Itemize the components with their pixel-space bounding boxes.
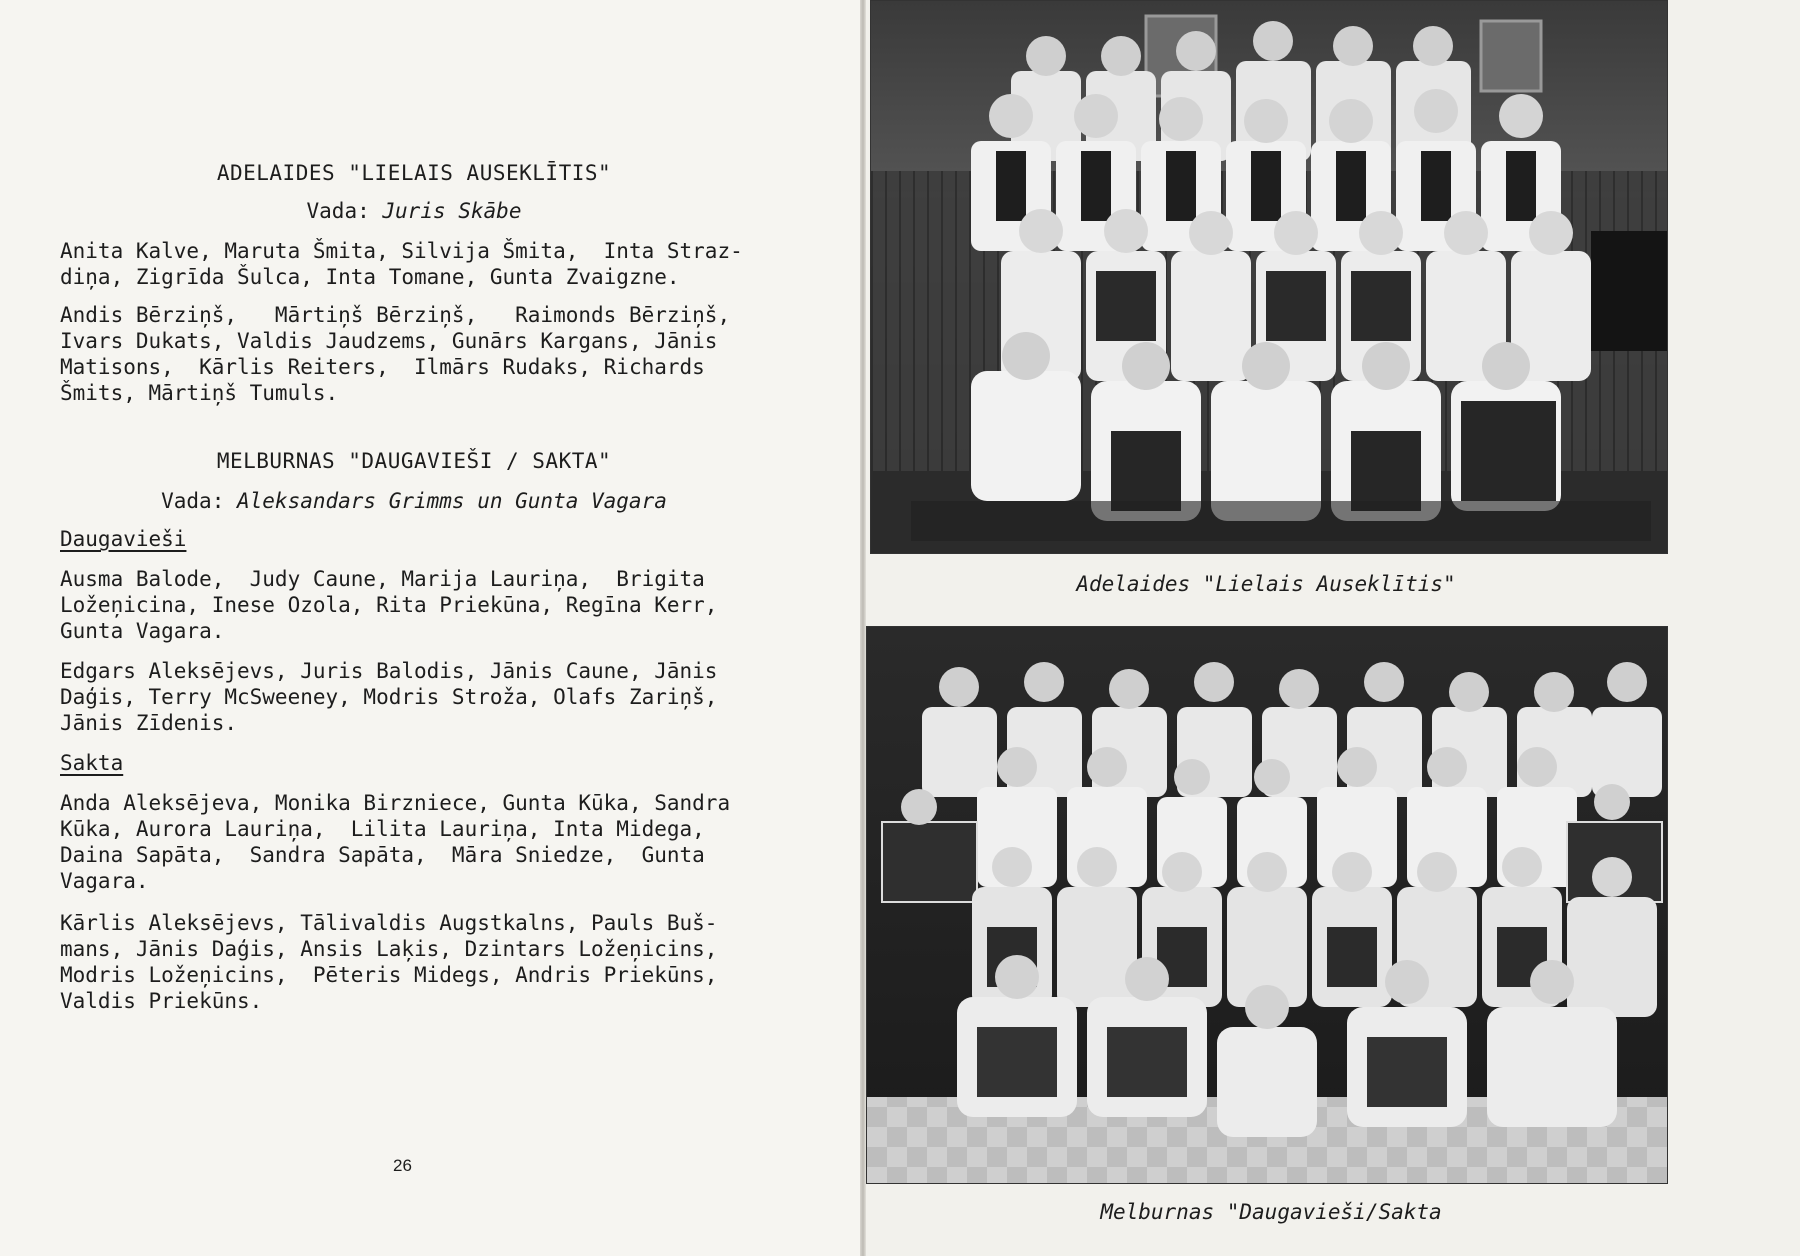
left-page [0, 0, 862, 1256]
name-line: diņa, Zigrīda Šulca, Inta Tomane, Gunta Zvaigzne. [60, 265, 680, 289]
name-line: Valdis Priekūns. [60, 989, 263, 1013]
name-line: Matisons, Kārlis Reiters, Ilmārs Rudaks, Richards [60, 355, 705, 379]
vada-name: Aleksandars Grimms un Gunta Vagara [237, 489, 667, 513]
name-line: Andis Bērziņš, Mārtiņš Bērziņš, Raimonds Bērziņš, [60, 303, 731, 327]
group-heading-sakta: Sakta [60, 751, 124, 775]
name-line: Kārlis Aleksējevs, Tālivaldis Augstkalns, Pauls Buš- [60, 911, 718, 935]
name-line: Jānis Zīdenis. [60, 711, 238, 735]
vada-label: Vada: [161, 489, 225, 513]
name-line: Šmits, Mārtiņš Tumuls. [60, 381, 339, 405]
right-page [866, 0, 1800, 1256]
daugaviesi-women-list [60, 566, 768, 644]
vada-name: Juris Skābe [382, 199, 522, 223]
group-photo-melbourne [866, 626, 1668, 1184]
sakta-women-list [60, 790, 768, 894]
name-line: Daina Sapāta, Sandra Sapāta, Māra Sniedze, Gunta [60, 843, 705, 867]
section1-men-list [60, 302, 768, 406]
name-line: Modris Ložeņicins, Pēteris Midegs, Andris Priekūns, [60, 963, 718, 987]
name-line: Ausma Balode, Judy Caune, Marija Lauriņa, Brigita [60, 567, 705, 591]
section2-leader [60, 488, 768, 514]
group-heading-daugaviesi: Daugavieši [60, 527, 187, 551]
name-line: Kūka, Aurora Lauriņa, Lilita Lauriņa, Inta Midega, [60, 817, 705, 841]
name-line: Gunta Vagara. [60, 619, 225, 643]
section1-women-list [60, 238, 768, 290]
photo-adelaide-image [871, 1, 1667, 553]
name-line: Ivars Dukats, Valdis Jaudzems, Gunārs Kargans, Jānis [60, 329, 718, 353]
photo-melbourne-image [867, 627, 1667, 1183]
name-line: Vagara. [60, 869, 149, 893]
name-line: Ložeņicina, Inese Ozola, Rita Priekūna, Regīna Kerr, [60, 593, 718, 617]
section2-title: MELBURNAS "DAUGAVIEŠI / SAKTA" [216, 449, 612, 473]
photo-caption-melbourne: Melburnas "Daugavieši/Sakta [1100, 1200, 1442, 1224]
page-number: 26 [393, 1156, 412, 1175]
group-photo-adelaide [870, 0, 1668, 554]
section1-title: ADELAIDES "LIELAIS AUSEKLĪTIS" [216, 161, 612, 185]
photo-caption-adelaide: Adelaides "Lielais Auseklītis" [1076, 572, 1456, 596]
name-line: mans, Jānis Daģis, Ansis Laķis, Dzintars Ložeņicins, [60, 937, 718, 961]
sakta-men-list [60, 910, 768, 1014]
name-line: Edgars Aleksējevs, Juris Balodis, Jānis Caune, Jānis [60, 659, 718, 683]
vada-label: Vada: [306, 199, 370, 223]
name-line: Daģis, Terry McSweeney, Modris Stroža, Olafs Zariņš, [60, 685, 718, 709]
daugaviesi-men-list [60, 658, 768, 736]
name-line: Anita Kalve, Maruta Šmita, Silvija Šmita, Inta Straz- [60, 239, 743, 263]
name-line: Anda Aleksējeva, Monika Birzniece, Gunta Kūka, Sandra [60, 791, 731, 815]
section1-leader [60, 198, 768, 224]
